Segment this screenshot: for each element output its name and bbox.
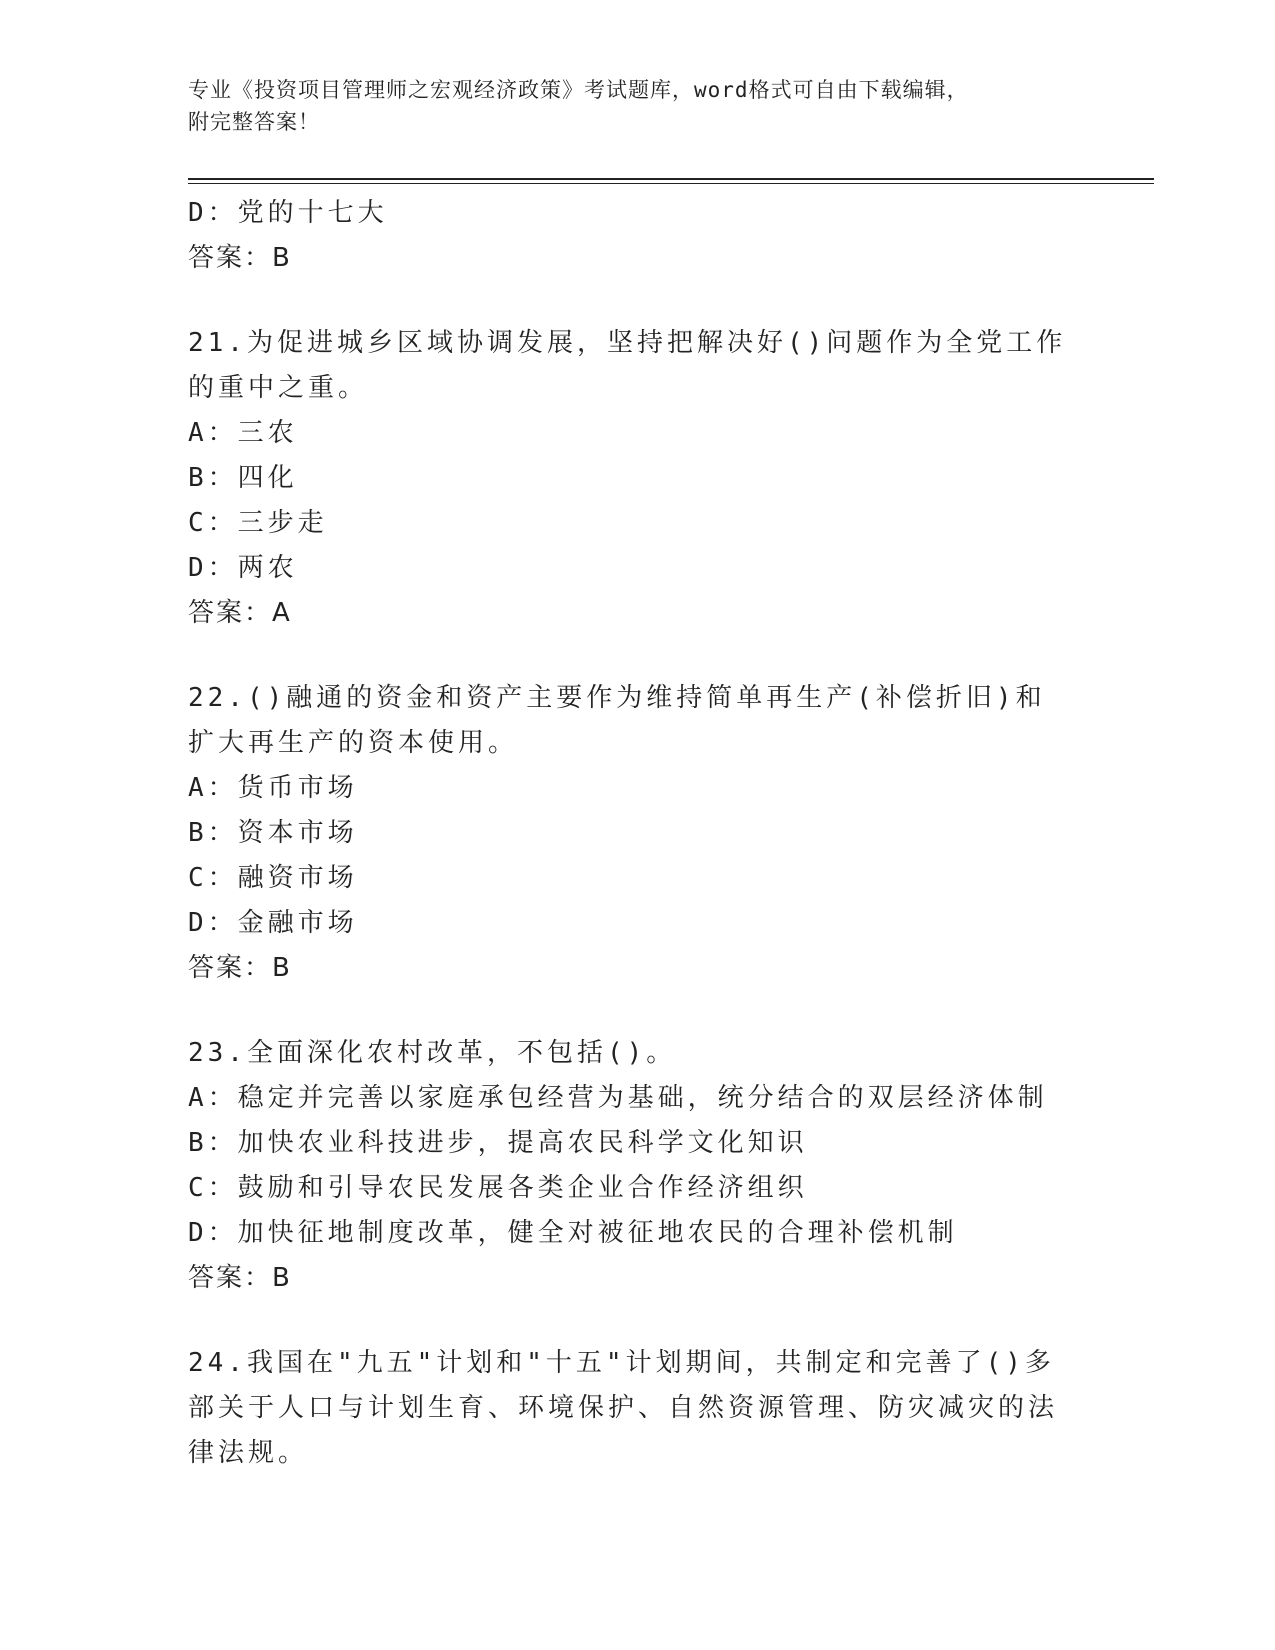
question-stem: 24.我国在"九五"计划和"十五"计划期间，共制定和完善了()多部关于人口与计划生育、环境保护、自然资源管理、防灾减灾的法律法规。 — [188, 1348, 1059, 1468]
question-stem: 22.()融通的资金和资产主要作为维持简单再生产(补偿折旧)和扩大再生产的资本使用。 — [188, 683, 1046, 758]
question-24 — [188, 1341, 1068, 1476]
header-line-2: 附完整答案！ — [188, 110, 320, 134]
option-b: B：四化 — [188, 463, 298, 493]
question-stem: 23.全面深化农村改革，不包括()。 — [188, 1038, 677, 1068]
header-divider-thick — [188, 178, 1154, 180]
header-line-1: 专业《投资项目管理师之宏观经济政策》考试题库，word格式可自由下载编辑， — [188, 78, 969, 102]
option-b: B：加快农业科技进步，提高农民科学文化知识 — [188, 1128, 808, 1158]
header-divider-thin — [188, 183, 1154, 184]
option-a: A：稳定并完善以家庭承包经营为基础，统分结合的双层经济体制 — [188, 1083, 1048, 1113]
option-d: D：加快征地制度改革，健全对被征地农民的合理补偿机制 — [188, 1218, 958, 1248]
document-header — [188, 74, 1068, 138]
question-23 — [188, 1031, 1068, 1301]
question-22 — [188, 676, 1068, 991]
answer-line: 答案：B — [188, 953, 292, 983]
option-c: C：融资市场 — [188, 863, 358, 893]
option-c: C：三步走 — [188, 508, 328, 538]
previous-question-tail — [188, 191, 1068, 281]
option-d: D：金融市场 — [188, 908, 358, 938]
answer-line: 答案：B — [188, 1263, 292, 1293]
option-a: A：三农 — [188, 418, 298, 448]
answer-line: 答案：A — [188, 598, 292, 628]
option-a: A：货币市场 — [188, 773, 358, 803]
question-stem: 21.为促进城乡区域协调发展，坚持把解决好()问题作为全党工作的重中之重。 — [188, 328, 1067, 403]
option-c: C：鼓励和引导农民发展各类企业合作经济组织 — [188, 1173, 808, 1203]
option-d: D：党的十七大 — [188, 198, 388, 228]
answer-line: 答案：B — [188, 243, 292, 273]
option-d: D：两农 — [188, 553, 298, 583]
question-list — [188, 191, 1068, 1476]
option-b: B：资本市场 — [188, 818, 358, 848]
question-21 — [188, 321, 1068, 636]
